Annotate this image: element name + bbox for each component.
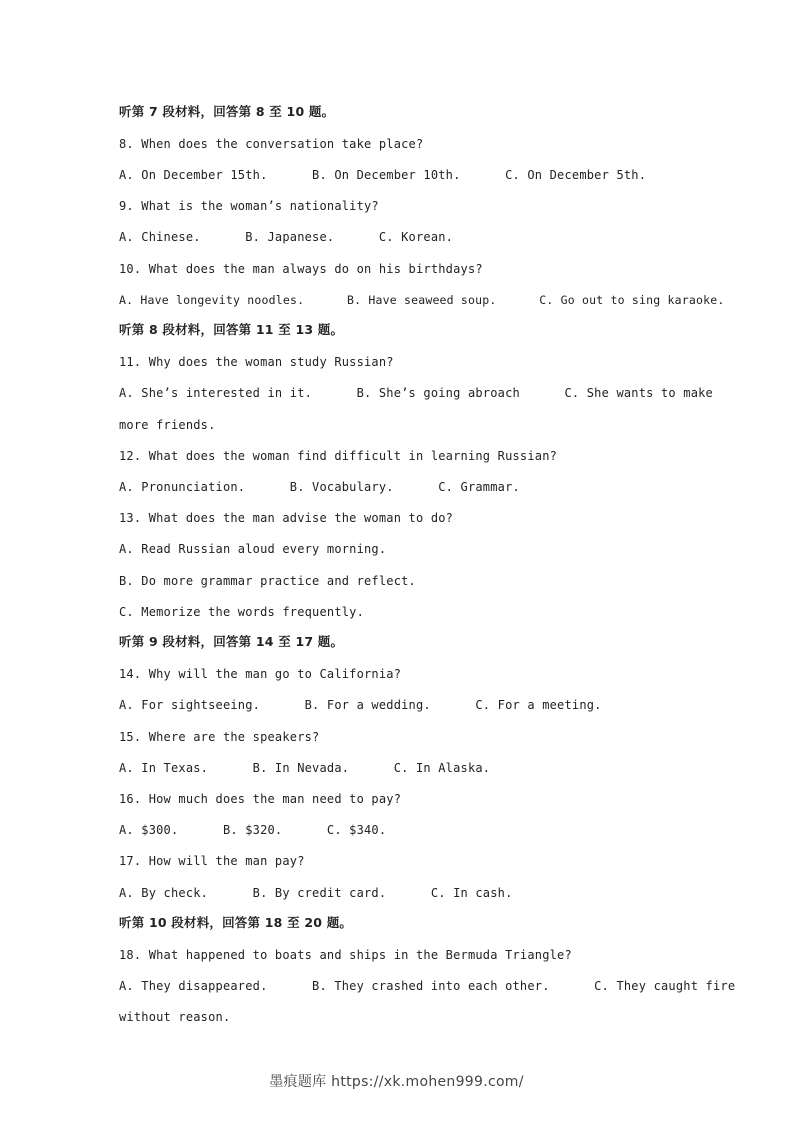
- section-heading: 听第 8 段材料，回答第 11 至 13 题。: [119, 322, 344, 337]
- section-heading: 听第 10 段材料，回答第 18 至 20 题。: [119, 915, 353, 930]
- options-10: A. Have longevity noodles. B. Have seaweed soup. C. Go out to sing karaoke.: [119, 293, 725, 307]
- question-16: 16. How much does the man need to pay?: [119, 792, 402, 806]
- question-8: 8. When does the conversation take place?: [119, 137, 424, 151]
- section-heading: 听第 7 段材料，回答第 8 至 10 题。: [119, 104, 335, 119]
- option-13b: B. Do more grammar practice and reflect.: [119, 574, 416, 588]
- options-11: A. She’s interested in it. B. She’s going abroach C. She wants to make: [119, 386, 713, 400]
- options-9: A. Chinese. B. Japanese. C. Korean.: [119, 230, 454, 244]
- question-12: 12. What does the woman find difficult in learning Russian?: [119, 449, 558, 463]
- question-14: 14. Why will the man go to California?: [119, 667, 402, 681]
- question-17: 17. How will the man pay?: [119, 854, 305, 868]
- question-9: 9. What is the woman’s nationality?: [119, 199, 379, 213]
- options-14: A. For sightseeing. B. For a wedding. C. For a meeting.: [119, 698, 602, 712]
- options-8: A. On December 15th. B. On December 10th. C. On December 5th.: [119, 168, 647, 182]
- question-11: 11. Why does the woman study Russian?: [119, 355, 394, 369]
- option-13a: A. Read Russian aloud every morning.: [119, 542, 387, 556]
- options-16: A. $300. B. $320. C. $340.: [119, 823, 387, 837]
- options-17: A. By check. B. By credit card. C. In cash.: [119, 886, 513, 900]
- options-12: A. Pronunciation. B. Vocabulary. C. Grammar.: [119, 480, 520, 494]
- section-heading: 听第 9 段材料，回答第 14 至 17 题。: [119, 634, 344, 649]
- question-18: 18. What happened to boats and ships in the Bermuda Triangle?: [119, 948, 572, 962]
- question-10: 10. What does the man always do on his birthdays?: [119, 262, 483, 276]
- options-15: A. In Texas. B. In Nevada. C. In Alaska.: [119, 761, 491, 775]
- options-18-continued: without reason.: [119, 1010, 231, 1024]
- question-15: 15. Where are the speakers?: [119, 730, 320, 744]
- options-11-continued: more friends.: [119, 418, 216, 432]
- footer-watermark: 墨痕题库 https://xk.mohen999.com/: [269, 1074, 524, 1090]
- option-13c: C. Memorize the words frequently.: [119, 605, 365, 619]
- options-18: A. They disappeared. B. They crashed into each other. C. They caught fire: [119, 979, 736, 993]
- question-13: 13. What does the man advise the woman to do?: [119, 511, 454, 525]
